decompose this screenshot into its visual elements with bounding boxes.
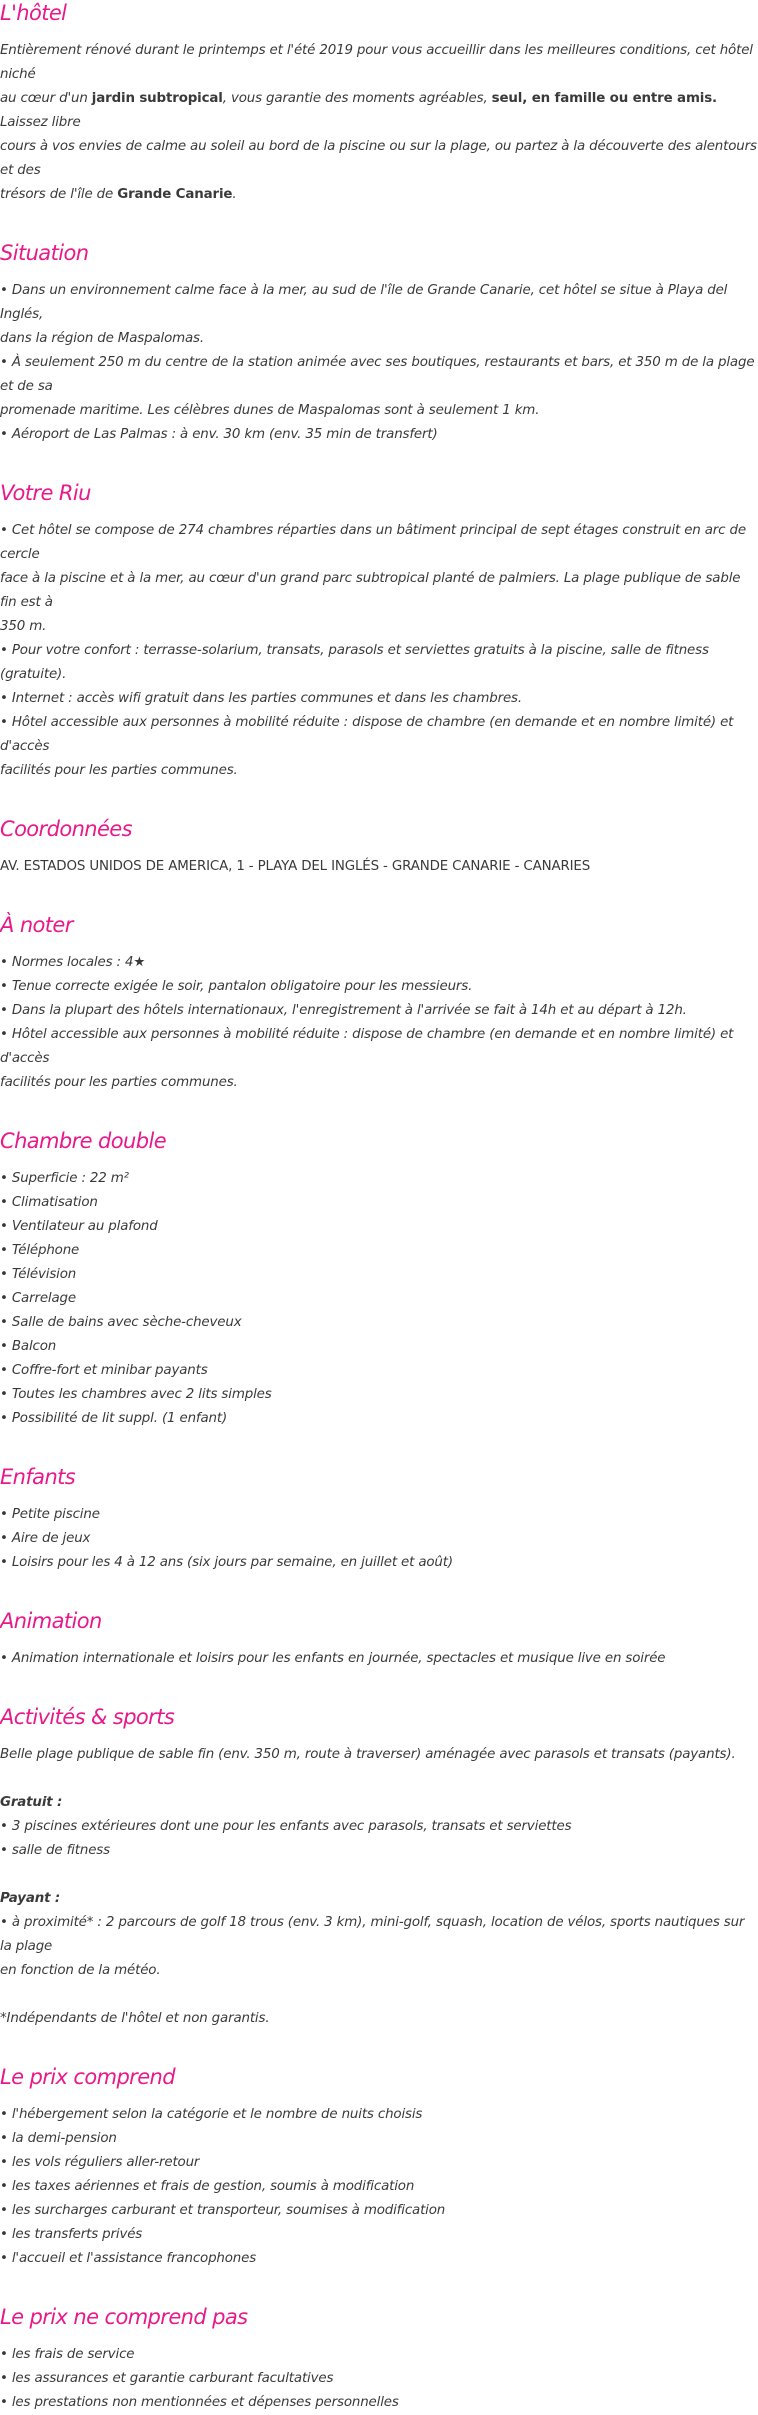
- section-enfants: [0, 1464, 758, 1575]
- section-spacer: [0, 1095, 758, 1128]
- section-spacer: [0, 1671, 758, 1704]
- text-run: • À seulement 250 m du centre de la station animée avec ses boutiques, restaurants et bars, et 350 m de la plage et de sa: [0, 355, 755, 394]
- section-title: Le prix ne comprend pas: [0, 2305, 248, 2329]
- text-line: [0, 87, 758, 135]
- text-line: [0, 279, 758, 327]
- text-line: [0, 2007, 758, 2031]
- text-line: [0, 1551, 758, 1575]
- text-line: [0, 1743, 758, 1767]
- text-line: [0, 1839, 758, 1863]
- text-run: face à la piscine et à la mer, au cœur d'un grand parc subtropical planté de palmiers. La plage publique de sable fin est à: [0, 571, 741, 610]
- text-line: [0, 975, 758, 999]
- bold-text: Gratuit :: [0, 1795, 63, 1810]
- section-title: Coordonnées: [0, 817, 132, 841]
- section-title: Animation: [0, 1609, 102, 1633]
- text-line: [0, 423, 758, 447]
- section-body: [0, 279, 758, 447]
- bold-text: Payant :: [0, 1891, 61, 1906]
- text-run: • Internet : accès wifi gratuit dans les parties communes et dans les chambres.: [0, 691, 522, 706]
- text-run: facilités pour les parties communes.: [0, 1075, 238, 1090]
- text-line: [0, 1335, 758, 1359]
- text-line: [0, 399, 758, 423]
- text-run: • les taxes aériennes et frais de gestion, soumis à modification: [0, 2179, 415, 2194]
- section-body: [0, 2103, 758, 2271]
- text-line: [0, 2247, 758, 2271]
- text-line: [0, 1311, 758, 1335]
- section-body: [0, 519, 758, 783]
- text-run: • Dans un environnement calme face à la mer, au sud de l'île de Grande Canarie, cet hôtel se situe à Playa del Inglés,: [0, 283, 728, 322]
- blank-line: [0, 1767, 758, 1791]
- section-spacer: [0, 1575, 758, 1608]
- text-run: • Possibilité de lit suppl. (1 enfant): [0, 1411, 228, 1426]
- section-spacer: [0, 2271, 758, 2304]
- section-spacer: [0, 2031, 758, 2064]
- text-line: [0, 1359, 758, 1383]
- text-line: [0, 1815, 758, 1839]
- section-le-prix-comprend: [0, 2064, 758, 2271]
- text-run: • les vols réguliers aller-retour: [0, 2155, 200, 2170]
- text-line: [0, 39, 758, 87]
- text-line: [0, 639, 758, 687]
- section-body: [0, 39, 758, 207]
- text-line: [0, 2175, 758, 2199]
- text-run: • Dans la plupart des hôtels internationaux, l'enregistrement à l'arrivée se fait à 14h et au départ à 12h.: [0, 1003, 687, 1018]
- text-line: [0, 1071, 758, 1095]
- text-run: *Indépendants de l'hôtel et non garantis.: [0, 2011, 270, 2026]
- text-run: • Petite piscine: [0, 1507, 100, 1522]
- text-line: [0, 519, 758, 567]
- text-run: • Normes locales : 4★: [0, 955, 146, 970]
- text-run: • Carrelage: [0, 1291, 76, 1306]
- section-coordonnees: [0, 816, 758, 879]
- section-a-noter: [0, 912, 758, 1095]
- section-spacer: [0, 879, 758, 912]
- text-line: [0, 1239, 758, 1263]
- text-line: [0, 351, 758, 399]
- section-title: L'hôtel: [0, 1, 67, 25]
- text-line: [0, 2151, 758, 2175]
- text-run: • la demi-pension: [0, 2131, 117, 2146]
- text-run: 350 m.: [0, 619, 47, 634]
- bold-text: Grande Canarie: [117, 187, 233, 202]
- section-votre-riu: [0, 480, 758, 783]
- text-run: Laissez libre: [0, 115, 81, 130]
- text-line: [0, 183, 758, 207]
- section-spacer: [0, 447, 758, 480]
- text-line: [0, 999, 758, 1023]
- section-animation: [0, 1608, 758, 1671]
- section-body: [0, 951, 758, 1095]
- text-run: en fonction de la météo.: [0, 1963, 161, 1978]
- text-line: [0, 1215, 758, 1239]
- text-line: [0, 1383, 758, 1407]
- text-run: , vous garantie des moments agréables,: [222, 91, 492, 106]
- text-run: • Loisirs pour les 4 à 12 ans (six jours par semaine, en juillet et août): [0, 1555, 453, 1570]
- text-line: [0, 1791, 758, 1815]
- section-body: [0, 1743, 758, 2031]
- text-line: [0, 1959, 758, 1983]
- text-run: .: [232, 187, 237, 202]
- text-run: • Cet hôtel se compose de 274 chambres réparties dans un bâtiment principal de sept étages construit en arc de cercle: [0, 523, 746, 562]
- text-run: Belle plage publique de sable fin (env. 350 m, route à traverser) aménagée avec parasols et transats (payants).: [0, 1747, 736, 1762]
- section-title: Chambre double: [0, 1129, 167, 1153]
- section-spacer: [0, 207, 758, 240]
- text-line: [0, 951, 758, 975]
- text-line: [0, 1887, 758, 1911]
- section-title: À noter: [0, 913, 73, 937]
- text-line: [0, 135, 758, 183]
- text-run: au cœur d'un: [0, 91, 92, 106]
- text-line: [0, 1287, 758, 1311]
- text-run: • Hôtel accessible aux personnes à mobilité réduite : dispose de chambre (en demande et en nombre limité) et d'accès: [0, 715, 734, 754]
- text-line: [0, 2223, 758, 2247]
- blank-line: [0, 1983, 758, 2007]
- text-line: [0, 327, 758, 351]
- text-line: [0, 2199, 758, 2223]
- text-line: [0, 1911, 758, 1959]
- text-line: [0, 759, 758, 783]
- blank-line: [0, 1863, 758, 1887]
- section-l-hotel: [0, 0, 758, 207]
- text-run: Entièrement rénové durant le printemps et l'été 2019 pour vous accueillir dans les meilleures conditions, cet hôtel niché: [0, 43, 753, 82]
- text-run: trésors de l'île de: [0, 187, 118, 202]
- text-run: • les prestations non mentionnées et dépenses personnelles: [0, 2395, 399, 2410]
- section-le-prix-ne-comprend-pas: [0, 2304, 758, 2415]
- section-body: [0, 1167, 758, 1431]
- text-run: • Téléphone: [0, 1243, 80, 1258]
- text-line: [0, 1527, 758, 1551]
- section-title: Enfants: [0, 1465, 76, 1489]
- section-situation: [0, 240, 758, 447]
- text-line: [0, 2343, 758, 2367]
- section-body: [0, 1647, 758, 1671]
- text-line: [0, 2391, 758, 2415]
- text-line: [0, 1647, 758, 1671]
- text-line: [0, 855, 758, 879]
- text-line: [0, 1263, 758, 1287]
- text-run: • l'hébergement selon la catégorie et le nombre de nuits choisis: [0, 2107, 423, 2122]
- text-line: [0, 1023, 758, 1071]
- bold-text: jardin subtropical: [91, 91, 223, 106]
- text-line: [0, 687, 758, 711]
- section-body: [0, 1503, 758, 1575]
- text-run: • l'accueil et l'assistance francophones: [0, 2251, 257, 2266]
- text-run: • les transferts privés: [0, 2227, 143, 2242]
- text-run: • Balcon: [0, 1339, 57, 1354]
- text-run: • Aéroport de Las Palmas : à env. 30 km (env. 35 min de transfert): [0, 427, 438, 442]
- section-title: Votre Riu: [0, 481, 91, 505]
- text-run: • les frais de service: [0, 2347, 135, 2362]
- text-run: dans la région de Maspalomas.: [0, 331, 204, 346]
- text-run: • 3 piscines extérieures dont une pour les enfants avec parasols, transats et serviettes: [0, 1819, 572, 1834]
- bold-text: seul, en famille ou entre amis.: [491, 91, 717, 106]
- text-line: [0, 1167, 758, 1191]
- text-run: AV. ESTADOS UNIDOS DE AMERICA, 1 - PLAYA DEL INGLÉS - GRANDE CANARIE - CANARIES: [0, 859, 591, 874]
- section-body: [0, 2343, 758, 2415]
- text-run: cours à vos envies de calme au soleil au bord de la piscine ou sur la plage, ou partez à la découverte des alentours et des: [0, 139, 757, 178]
- section-body: [0, 855, 758, 879]
- section-spacer: [0, 783, 758, 816]
- text-run: • Pour votre confort : terrasse-solarium, transats, parasols et serviettes gratuits à la piscine, salle de fitness (gratuite).: [0, 643, 709, 682]
- section-title: Activités & sports: [0, 1705, 175, 1729]
- text-run: • Tenue correcte exigée le soir, pantalon obligatoire pour les messieurs.: [0, 979, 473, 994]
- text-run: • Aire de jeux: [0, 1531, 91, 1546]
- text-run: • Animation internationale et loisirs pour les enfants en journée, spectacles et musique live en soirée: [0, 1651, 666, 1666]
- text-run: • Climatisation: [0, 1195, 98, 1210]
- text-line: [0, 1191, 758, 1215]
- text-run: • les assurances et garantie carburant facultatives: [0, 2371, 334, 2386]
- text-line: [0, 2127, 758, 2151]
- text-line: [0, 1503, 758, 1527]
- text-run: • Télévision: [0, 1267, 77, 1282]
- text-run: • à proximité* : 2 parcours de golf 18 trous (env. 3 km), mini-golf, squash, location de vélos, sports nautiques sur la plage: [0, 1915, 745, 1954]
- text-line: [0, 2367, 758, 2391]
- section-chambre-double: [0, 1128, 758, 1431]
- text-line: [0, 615, 758, 639]
- text-run: promenade maritime. Les célèbres dunes de Maspalomas sont à seulement 1 km.: [0, 403, 540, 418]
- text-run: • Superficie : 22 m²: [0, 1171, 129, 1186]
- text-run: • Coffre-fort et minibar payants: [0, 1363, 208, 1378]
- text-line: [0, 2103, 758, 2127]
- section-title: Situation: [0, 241, 89, 265]
- text-run: • Salle de bains avec sèche-cheveux: [0, 1315, 242, 1330]
- text-line: [0, 1407, 758, 1431]
- section-title: Le prix comprend: [0, 2065, 175, 2089]
- text-run: • Ventilateur au plafond: [0, 1219, 158, 1234]
- text-run: • Hôtel accessible aux personnes à mobilité réduite : dispose de chambre (en demande et en nombre limité) et d'accès: [0, 1027, 734, 1066]
- text-run: • salle de fitness: [0, 1843, 110, 1858]
- section-activites-sports: [0, 1704, 758, 2031]
- text-line: [0, 711, 758, 759]
- text-run: facilités pour les parties communes.: [0, 763, 238, 778]
- text-run: • Toutes les chambres avec 2 lits simples: [0, 1387, 272, 1402]
- text-line: [0, 567, 758, 615]
- text-run: • les surcharges carburant et transporteur, soumises à modification: [0, 2203, 446, 2218]
- section-spacer: [0, 1431, 758, 1464]
